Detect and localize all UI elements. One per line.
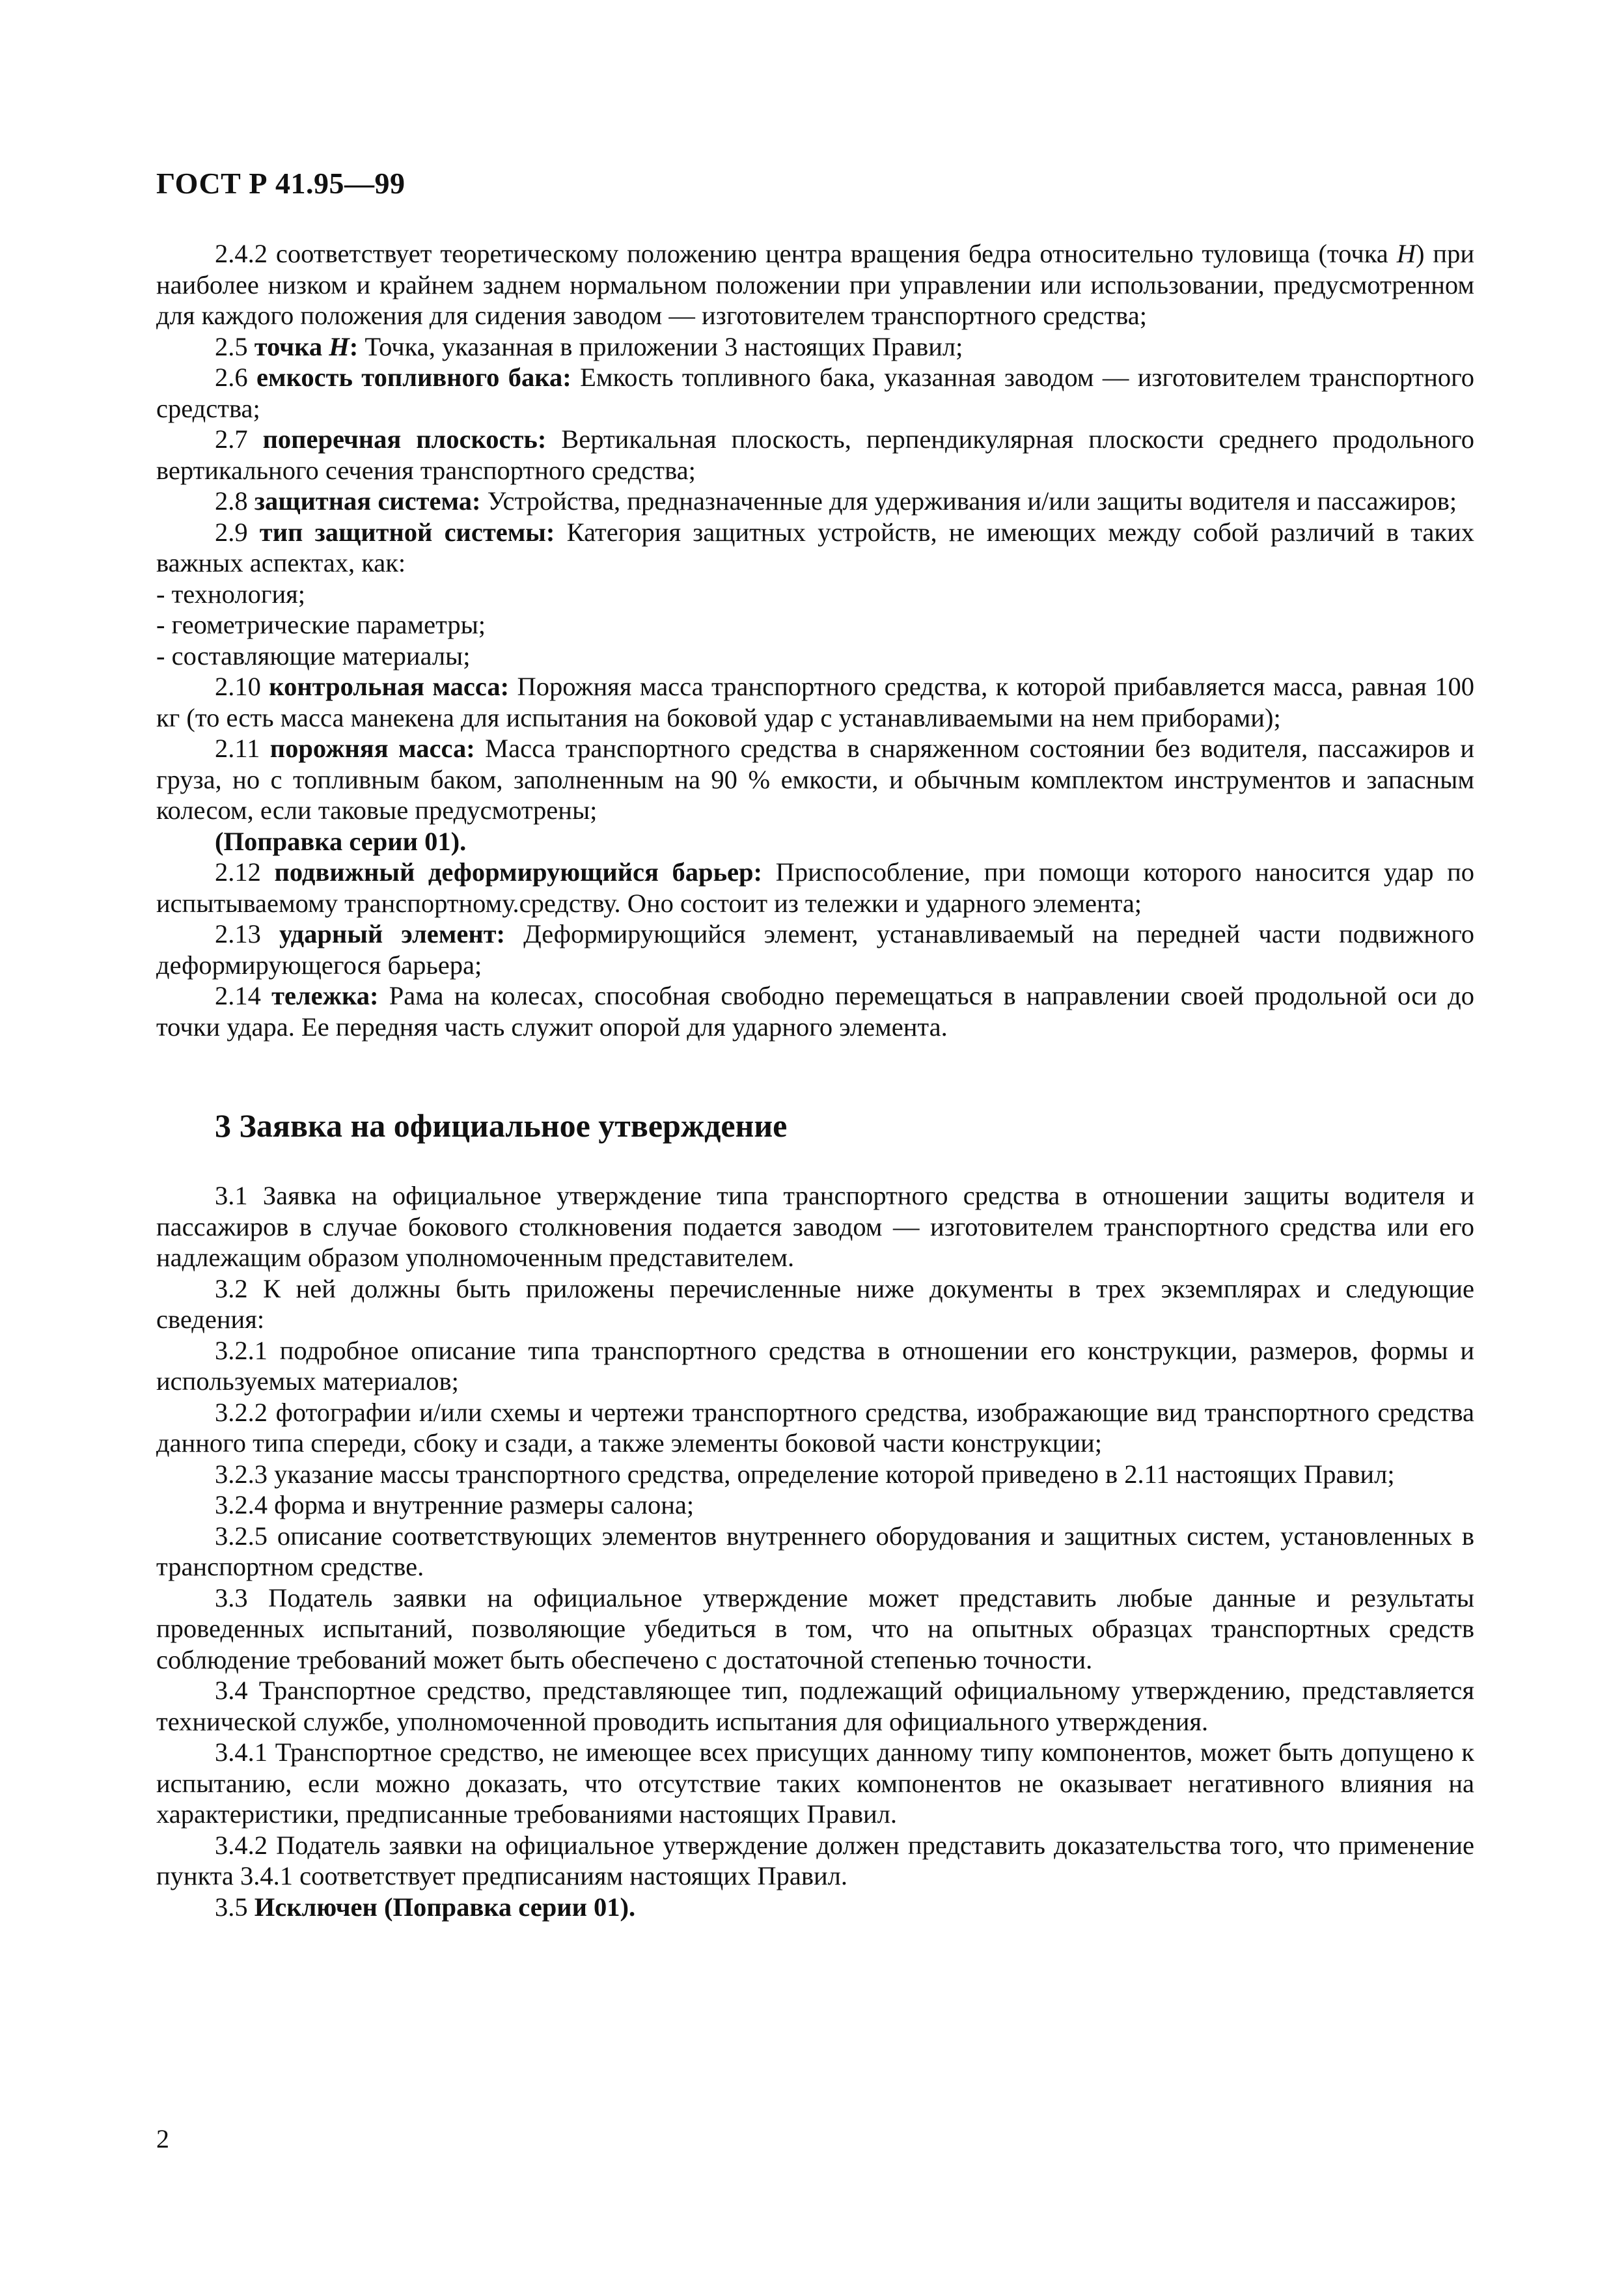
- clause-2-8: 2.8 защитная система: Устройства, предназначенные для удерживания и/или защиты водителя и пассажиров;: [215, 486, 1457, 516]
- list-item: - составляющие материалы;: [156, 641, 471, 671]
- term: поперечная плоскость:: [262, 424, 547, 454]
- amendment-note: (Поправка серии 01).: [215, 826, 467, 856]
- term: тип защитной системы:: [259, 517, 555, 547]
- term: ударный элемент:: [279, 919, 506, 948]
- term: защитная система:: [254, 486, 481, 516]
- running-head: ГОСТ Р 41.95—99: [156, 167, 406, 200]
- clause-2-14: 2.14 тележка: Рама на колесах, способная свободно перемещаться в направлении своей продольной оси до точки удара. Ее передняя часть служит опорой для ударного элемента.: [156, 981, 1475, 1042]
- list-item: - технология;: [156, 579, 306, 609]
- clause-3-3: 3.3 Податель заявки на официальное утверждение может представить любые данные и результаты проведенных испытаний, позволяющие убедиться в том, что на опытных образцах транспортных средств соблюдение требований может быть обеспечено с достаточной степенью точности.: [156, 1583, 1474, 1674]
- clause-2-4-2: 2.4.2 соответствует теоретическому положению центра вращения бедра относительно туловища (точка H) при наиболее низком и крайнем заднем нормальном положении при управлении или использовании, предусмотренном для каждого положения для сидения заводом — изготовителем транспортного средства;: [156, 239, 1474, 330]
- clause-3-2-3: 3.2.3 указание массы транспортного средства, определение которой приведено в 2.11 настоящих Правил;: [215, 1459, 1395, 1489]
- term: тележка:: [271, 981, 379, 1010]
- clause-2-7: 2.7 поперечная плоскость: Вертикальная плоскость, перпендикулярная плоскости среднего продольного вертикального сечения транспортного средства;: [156, 424, 1474, 485]
- term: порожняя масса:: [269, 734, 475, 763]
- term: подвижный деформирующийся барьер:: [274, 857, 762, 887]
- clause-3-1: 3.1 Заявка на официальное утверждение типа транспортного средства в отношении защиты водителя и пассажиров в случае бокового столкновения подается заводом — изготовителем транспортного средства или его надлежащим образом уполномоченным представителем.: [156, 1181, 1474, 1272]
- term: емкость топливного бака:: [256, 363, 571, 392]
- clause-2-9: 2.9 тип защитной системы: Категория защитных устройств, не имеющих между собой различий в таких важных аспектах, как:: [156, 517, 1474, 577]
- term: контрольная масса:: [269, 672, 510, 701]
- clause-2-13: 2.13 ударный элемент: Деформирующийся элемент, устанавливаемый на передней части подвижного деформирующегося барьера;: [156, 919, 1475, 980]
- clause-3-2-2: 3.2.2 фотографии и/или схемы и чертежи транспортного средства, изображающие вид транспортного средства данного типа спереди, сбоку и сзади, а также элементы боковой части конструкции;: [156, 1397, 1474, 1458]
- clause-3-4-1: 3.4.1 Транспортное средство, не имеющее всех присущих данному типу компонентов, может быть допущено к испытанию, если можно доказать, что отсутствие таких компонентов не оказывает негативного влияния на характеристики, предписанные требованиями настоящих Правил.: [156, 1737, 1474, 1829]
- document-body: [156, 238, 1474, 1922]
- clause-3-4: 3.4 Транспортное средство, представляющее тип, подлежащий официальному утверждению, представляется технической службе, уполномоченной проводить испытания для официального утверждения.: [156, 1676, 1474, 1736]
- clause-3-2-5: 3.2.5 описание соответствующих элементов внутреннего оборудования и защитных систем, установленных в транспортном средстве.: [156, 1521, 1474, 1581]
- section-heading: 3 Заявка на официальное утверждение: [215, 1107, 788, 1144]
- clause-3-5: 3.5 Исключен (Поправка серии 01).: [215, 1892, 636, 1922]
- clause-3-2-1: 3.2.1 подробное описание типа транспортного средства в отношении его конструкции, размеров, формы и используемых материалов;: [156, 1335, 1474, 1396]
- clause-2-10: 2.10 контрольная масса: Порожняя масса транспортного средства, к которой прибавляется масса, равная 100 кг (то есть масса манекена для испытания на боковой удар с устанавливаемыми на нем приборами);: [156, 672, 1474, 732]
- clause-2-6: 2.6 емкость топливного бака: Емкость топливного бака, указанная заводом — изготовителем транспортного средства;: [156, 363, 1474, 423]
- clause-3-2-4: 3.2.4 форма и внутренние размеры салона;: [215, 1490, 695, 1519]
- clause-2-5: 2.5 точка H: Точка, указанная в приложении 3 настоящих Правил;: [215, 331, 963, 361]
- clause-2-12: 2.12 подвижный деформирующийся барьер: Приспособление, при помощи которого наносится удар по испытываемому транспортному.средству. Оно состоит из тележки и ударного элемента;: [156, 857, 1475, 918]
- clause-3-2: 3.2 К ней должны быть приложены перечисленные ниже документы в трех экземплярах и следующие сведения:: [156, 1273, 1474, 1334]
- clause-2-11: 2.11 порожняя масса: Масса транспортного средства в снаряженном состоянии без водителя, пассажиров и груза, но с топливным баком, заполненным на 90 % емкости, и обычным комплектом инструментов и запасным колесом, если таковые предусмотрены;: [156, 734, 1475, 825]
- clause-3-4-2: 3.4.2 Податель заявки на официальное утверждение должен представить доказательства того, что применение пункта 3.4.1 соответствует предписаниям настоящих Правил.: [156, 1830, 1474, 1890]
- list-item: - геометрические параметры;: [156, 610, 486, 639]
- term: точка H:: [254, 331, 359, 361]
- page-number: 2: [156, 2124, 169, 2153]
